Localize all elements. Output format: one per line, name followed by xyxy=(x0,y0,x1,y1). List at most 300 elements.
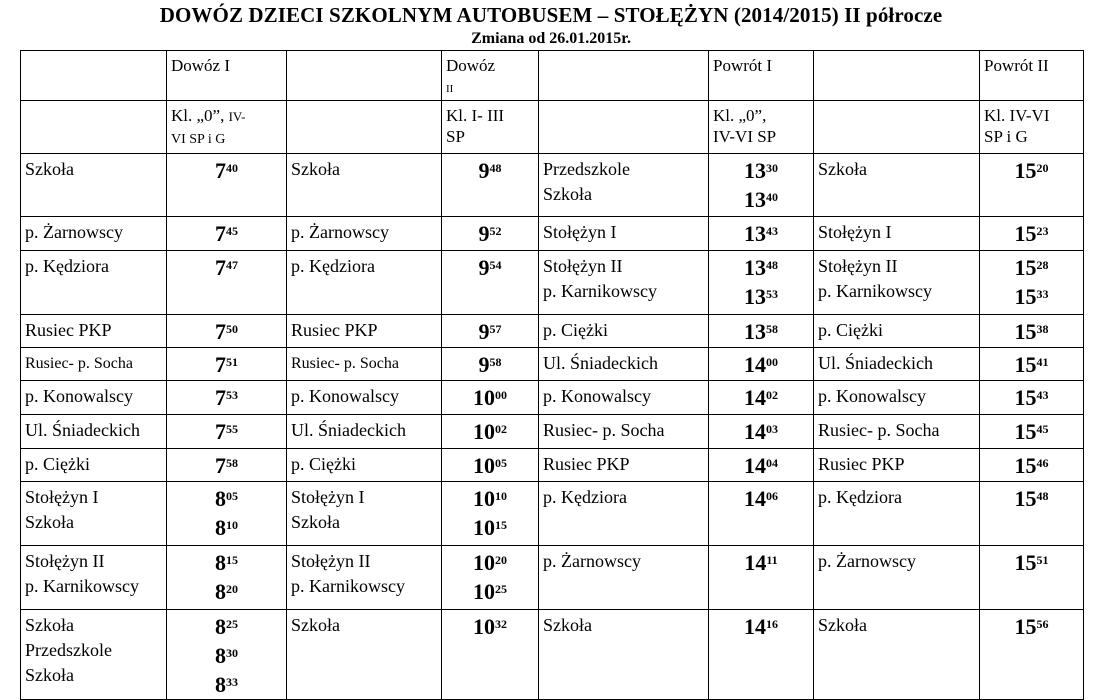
time-minute: 25 xyxy=(495,582,507,596)
time-cell xyxy=(442,381,539,415)
stop-name: p. Konowalscy xyxy=(543,386,651,406)
time-cell xyxy=(167,449,287,482)
stop-cell xyxy=(287,482,442,546)
time-hour: 8 xyxy=(215,550,226,575)
time-hour: 10 xyxy=(473,550,495,575)
time-hour: 10 xyxy=(473,486,495,511)
stop-name: p. Kędziora xyxy=(25,256,109,276)
time-value xyxy=(713,417,809,446)
time-cell xyxy=(167,415,287,449)
table-row xyxy=(21,610,1084,700)
time-value xyxy=(446,612,534,641)
time-value xyxy=(713,383,809,412)
stop-cell xyxy=(814,449,980,482)
header-empty-1 xyxy=(21,51,167,101)
time-hour: 14 xyxy=(744,419,766,444)
time-hour: 13 xyxy=(744,158,766,183)
stop-name: Stołężyn II xyxy=(25,551,105,571)
stop-name: Stołężyn I xyxy=(543,222,617,242)
time-hour: 8 xyxy=(215,579,226,604)
time-value xyxy=(984,484,1079,513)
time-value xyxy=(984,317,1079,346)
time-value xyxy=(713,451,809,480)
time-value xyxy=(446,219,534,248)
stop-cell xyxy=(539,415,709,449)
stop-name: Rusiec- p. Socha xyxy=(543,420,665,440)
stop-name: p. Kędziora xyxy=(291,256,375,276)
group-powrot-1 xyxy=(709,101,814,154)
stop-cell xyxy=(814,217,980,251)
stop-name: p. Karnikowscy xyxy=(291,576,405,596)
stop-name: Szkoła xyxy=(291,512,340,532)
stop-name: Rusiec PKP xyxy=(291,320,378,340)
time-minute: 10 xyxy=(226,518,238,532)
time-hour: 9 xyxy=(478,352,490,377)
time-hour: 9 xyxy=(478,319,490,344)
header-dowoz-2-label: Dowóz xyxy=(446,56,496,75)
time-value xyxy=(713,219,809,248)
time-hour: 10 xyxy=(473,614,495,639)
time-minute: 46 xyxy=(1036,456,1049,470)
time-value xyxy=(446,417,534,446)
stop-cell xyxy=(814,154,980,217)
stop-cell xyxy=(287,348,442,381)
time-cell xyxy=(442,610,539,700)
group-row xyxy=(21,101,1084,154)
stop-cell xyxy=(814,415,980,449)
group-powrot-1-line-1: Kl. „0”, xyxy=(713,106,767,125)
time-value xyxy=(446,451,534,480)
time-value xyxy=(171,513,282,542)
group-dowoz-2 xyxy=(442,101,539,154)
time-value xyxy=(446,350,534,379)
time-value xyxy=(984,383,1079,412)
time-value xyxy=(713,282,809,311)
time-minute: 57 xyxy=(489,322,502,336)
table-row xyxy=(21,217,1084,251)
time-value xyxy=(171,548,282,577)
time-hour: 13 xyxy=(744,284,766,309)
table-row xyxy=(21,482,1084,546)
group-powrot-2-line-2: SP i G xyxy=(984,127,1028,146)
time-value xyxy=(171,612,282,641)
time-cell xyxy=(709,546,814,610)
time-value xyxy=(446,577,534,606)
time-cell xyxy=(709,315,814,348)
time-cell xyxy=(167,154,287,217)
time-value xyxy=(984,253,1079,282)
stop-cell xyxy=(21,610,167,700)
time-hour: 8 xyxy=(215,672,226,697)
time-hour: 15 xyxy=(1014,221,1037,246)
stop-cell xyxy=(21,482,167,546)
header-dowoz-2 xyxy=(442,51,539,101)
time-hour: 9 xyxy=(478,158,490,183)
time-cell xyxy=(980,315,1084,348)
stop-name: Stołężyn I xyxy=(25,487,99,507)
time-hour: 13 xyxy=(744,319,766,344)
time-value xyxy=(171,417,282,446)
time-cell xyxy=(442,449,539,482)
time-minute: 55 xyxy=(226,422,238,436)
time-value xyxy=(171,253,282,282)
time-hour: 15 xyxy=(1014,419,1037,444)
stop-name: Rusiec- p. Socha xyxy=(291,355,399,372)
table-row xyxy=(21,154,1084,217)
stop-name: Szkoła xyxy=(818,615,867,635)
time-minute: 02 xyxy=(495,422,507,436)
stop-name: p. Karnikowscy xyxy=(25,576,139,596)
time-minute: 11 xyxy=(766,553,778,567)
time-minute: 33 xyxy=(1036,287,1049,301)
stop-cell xyxy=(539,251,709,315)
time-cell xyxy=(980,217,1084,251)
time-cell xyxy=(167,315,287,348)
time-hour: 8 xyxy=(215,486,226,511)
stop-name: Szkoła xyxy=(25,159,74,179)
header-dowoz-2-sub: II xyxy=(446,83,454,95)
time-minute: 15 xyxy=(495,518,507,532)
group-empty-1 xyxy=(21,101,167,154)
time-minute: 48 xyxy=(766,258,778,272)
time-minute: 40 xyxy=(226,161,238,175)
stop-cell xyxy=(287,546,442,610)
time-value xyxy=(446,484,534,513)
stop-name: Szkoła xyxy=(543,184,592,204)
time-minute: 58 xyxy=(226,456,238,470)
time-cell xyxy=(442,251,539,315)
group-dowoz-1-line-1: Kl. „0”, xyxy=(171,106,225,125)
time-hour: 7 xyxy=(215,385,226,410)
time-value xyxy=(446,383,534,412)
time-value xyxy=(984,417,1079,446)
time-minute: 48 xyxy=(489,161,502,175)
time-value xyxy=(446,253,534,282)
group-dowoz-2-line-1: Kl. I- III xyxy=(446,106,505,125)
time-hour: 15 xyxy=(1014,352,1037,377)
time-minute: 05 xyxy=(226,489,238,503)
stop-cell xyxy=(21,251,167,315)
time-value xyxy=(984,451,1079,480)
stop-cell xyxy=(539,381,709,415)
time-value xyxy=(713,317,809,346)
stop-cell xyxy=(21,546,167,610)
time-value xyxy=(446,548,534,577)
stop-name: p. Kędziora xyxy=(543,487,627,507)
group-empty-4 xyxy=(814,101,980,154)
table-row xyxy=(21,546,1084,610)
table-row xyxy=(21,449,1084,482)
time-hour: 7 xyxy=(215,255,226,280)
time-value xyxy=(984,282,1079,311)
stop-cell xyxy=(287,154,442,217)
time-minute: 51 xyxy=(1036,553,1049,567)
time-minute: 30 xyxy=(766,161,778,175)
stop-cell xyxy=(21,217,167,251)
time-value xyxy=(984,156,1079,185)
schedule-rows xyxy=(21,154,1084,700)
time-minute: 28 xyxy=(1036,258,1049,272)
stop-name: p. Ciężki xyxy=(291,454,356,474)
time-cell xyxy=(980,610,1084,700)
stop-name: p. Karnikowscy xyxy=(543,281,657,301)
time-minute: 20 xyxy=(226,582,238,596)
time-cell xyxy=(980,415,1084,449)
time-hour: 10 xyxy=(473,579,495,604)
group-dowoz-2-line-2: SP xyxy=(446,127,465,146)
time-cell xyxy=(442,315,539,348)
time-cell xyxy=(980,449,1084,482)
group-dowoz-1-line-3: VI SP i G xyxy=(171,132,226,147)
time-minute: 10 xyxy=(495,489,507,503)
stop-name: Szkoła xyxy=(25,615,74,635)
time-minute: 06 xyxy=(766,489,778,503)
time-hour: 10 xyxy=(473,385,495,410)
stop-name: p. Karnikowscy xyxy=(818,281,932,301)
stop-name: Rusiec- p. Socha xyxy=(818,420,940,440)
time-minute: 16 xyxy=(766,617,778,631)
time-value xyxy=(171,383,282,412)
stop-cell xyxy=(539,154,709,217)
time-value xyxy=(171,641,282,670)
time-cell xyxy=(709,154,814,217)
stop-name: Rusiec PKP xyxy=(818,454,905,474)
stop-cell xyxy=(539,482,709,546)
stop-cell xyxy=(814,482,980,546)
time-value xyxy=(984,350,1079,379)
time-hour: 8 xyxy=(215,643,226,668)
time-minute: 41 xyxy=(1036,355,1049,369)
stop-name: Ul. Śniadeckich xyxy=(25,420,140,440)
time-hour: 10 xyxy=(473,515,495,540)
header-powrot-2: Powrót II xyxy=(980,51,1084,101)
table-row xyxy=(21,381,1084,415)
time-value xyxy=(446,156,534,185)
header-row xyxy=(21,51,1084,101)
stop-cell xyxy=(287,217,442,251)
stop-name: p. Ciężki xyxy=(25,454,90,474)
group-empty-3 xyxy=(539,101,709,154)
time-hour: 15 xyxy=(1014,614,1037,639)
time-value xyxy=(171,156,282,185)
time-cell xyxy=(167,482,287,546)
time-hour: 7 xyxy=(215,221,226,246)
stop-name: Ul. Śniadeckich xyxy=(291,420,406,440)
time-hour: 14 xyxy=(744,614,766,639)
stop-name: Stołężyn II xyxy=(818,256,898,276)
stop-cell xyxy=(21,381,167,415)
time-hour: 9 xyxy=(478,221,490,246)
table-row xyxy=(21,315,1084,348)
time-hour: 7 xyxy=(215,158,226,183)
time-minute: 47 xyxy=(226,258,238,272)
stop-cell xyxy=(539,610,709,700)
time-minute: 23 xyxy=(1036,224,1049,238)
time-cell xyxy=(980,482,1084,546)
time-minute: 20 xyxy=(1036,161,1049,175)
time-minute: 53 xyxy=(766,287,778,301)
stop-cell xyxy=(814,381,980,415)
stop-name: p. Konowalscy xyxy=(25,386,133,406)
time-minute: 15 xyxy=(226,553,238,567)
time-value xyxy=(171,577,282,606)
time-hour: 7 xyxy=(215,419,226,444)
time-minute: 32 xyxy=(495,617,507,631)
time-cell xyxy=(167,546,287,610)
time-cell xyxy=(167,217,287,251)
stop-cell xyxy=(539,217,709,251)
time-minute: 58 xyxy=(489,355,502,369)
stop-name: Stołężyn II xyxy=(291,551,371,571)
time-minute: 40 xyxy=(766,190,778,204)
time-cell xyxy=(442,415,539,449)
stop-name: Szkoła xyxy=(818,159,867,179)
stop-cell xyxy=(539,546,709,610)
table-row xyxy=(21,251,1084,315)
time-hour: 7 xyxy=(215,319,226,344)
time-minute: 38 xyxy=(1036,322,1049,336)
stop-name: Szkoła xyxy=(291,159,340,179)
time-minute: 25 xyxy=(226,617,238,631)
time-hour: 15 xyxy=(1014,319,1037,344)
time-value xyxy=(171,350,282,379)
stop-cell xyxy=(814,610,980,700)
time-value xyxy=(171,451,282,480)
time-minute: 04 xyxy=(766,456,778,470)
stop-cell xyxy=(539,348,709,381)
time-hour: 10 xyxy=(473,453,495,478)
time-hour: 14 xyxy=(744,550,767,575)
stop-cell xyxy=(539,315,709,348)
stop-cell xyxy=(21,348,167,381)
stop-name: Szkoła xyxy=(25,665,74,685)
document-title: DOWÓZ DZIECI SZKOLNYM AUTOBUSEM – STOŁĘŻYN (2014/2015) II półrocze xyxy=(159,3,943,27)
time-hour: 15 xyxy=(1014,284,1037,309)
time-hour: 7 xyxy=(215,453,226,478)
time-minute: 58 xyxy=(766,322,778,336)
time-hour: 13 xyxy=(744,221,766,246)
time-minute: 51 xyxy=(226,355,238,369)
stop-name: p. Żarnowscy xyxy=(818,551,916,571)
table-row xyxy=(21,415,1084,449)
stop-name: Szkoła xyxy=(291,615,340,635)
time-cell xyxy=(709,610,814,700)
time-value xyxy=(984,219,1079,248)
time-hour: 15 xyxy=(1014,550,1037,575)
header-empty-2 xyxy=(287,51,442,101)
time-cell xyxy=(980,381,1084,415)
time-value xyxy=(713,156,809,185)
time-minute: 52 xyxy=(489,224,502,238)
time-hour: 15 xyxy=(1014,255,1037,280)
time-value xyxy=(171,670,282,699)
time-value xyxy=(713,185,809,214)
stop-name: Rusiec PKP xyxy=(25,320,112,340)
stop-name: Stołężyn II xyxy=(543,256,623,276)
time-value xyxy=(984,548,1079,577)
time-cell xyxy=(709,217,814,251)
time-cell xyxy=(442,348,539,381)
stop-cell xyxy=(21,449,167,482)
time-minute: 03 xyxy=(766,422,778,436)
time-hour: 13 xyxy=(744,187,766,212)
time-hour: 15 xyxy=(1014,158,1037,183)
time-cell xyxy=(167,348,287,381)
stop-name: p. Konowalscy xyxy=(291,386,399,406)
time-minute: 53 xyxy=(226,388,238,402)
time-cell xyxy=(442,154,539,217)
document-subtitle: Zmiana od 26.01.2015r. xyxy=(471,30,631,47)
time-value xyxy=(713,484,809,513)
time-minute: 05 xyxy=(495,456,507,470)
stop-cell xyxy=(21,415,167,449)
time-hour: 14 xyxy=(744,385,766,410)
time-minute: 45 xyxy=(1036,422,1049,436)
stop-cell xyxy=(539,449,709,482)
time-cell xyxy=(709,381,814,415)
time-minute: 43 xyxy=(766,224,778,238)
stop-name: p. Żarnowscy xyxy=(543,551,641,571)
time-value xyxy=(446,317,534,346)
time-minute: 54 xyxy=(489,258,502,272)
time-hour: 10 xyxy=(473,419,495,444)
time-cell xyxy=(709,415,814,449)
time-value xyxy=(713,612,809,641)
stop-name: p. Żarnowscy xyxy=(25,222,123,242)
time-hour: 15 xyxy=(1014,453,1037,478)
time-cell xyxy=(167,381,287,415)
table-row xyxy=(21,348,1084,381)
stop-name: Przedszkole xyxy=(25,640,112,660)
header-empty-4 xyxy=(814,51,980,101)
time-hour: 13 xyxy=(744,255,766,280)
time-value xyxy=(984,612,1079,641)
time-minute: 50 xyxy=(226,322,238,336)
group-powrot-2-line-1: Kl. IV-VI xyxy=(984,106,1050,125)
time-minute: 02 xyxy=(766,388,778,402)
time-hour: 14 xyxy=(744,453,766,478)
schedule-table xyxy=(20,50,1084,700)
time-cell xyxy=(709,482,814,546)
time-cell xyxy=(980,154,1084,217)
time-minute: 30 xyxy=(226,646,238,660)
time-value xyxy=(713,350,809,379)
stop-name: p. Konowalscy xyxy=(818,386,926,406)
group-powrot-1-line-2: IV-VI SP xyxy=(713,127,777,146)
time-value xyxy=(171,484,282,513)
time-cell xyxy=(980,348,1084,381)
stop-name: Rusiec- p. Socha xyxy=(25,355,133,372)
group-dowoz-1 xyxy=(167,101,287,154)
group-empty-2 xyxy=(287,101,442,154)
stop-cell xyxy=(287,251,442,315)
time-minute: 45 xyxy=(226,224,238,238)
stop-cell xyxy=(287,415,442,449)
time-minute: 43 xyxy=(1036,388,1049,402)
stop-name: Ul. Śniadeckich xyxy=(543,353,658,373)
stop-name: Stołężyn I xyxy=(291,487,365,507)
stop-cell xyxy=(287,381,442,415)
time-cell xyxy=(980,251,1084,315)
time-value xyxy=(171,219,282,248)
stop-cell xyxy=(287,315,442,348)
stop-cell xyxy=(21,154,167,217)
time-hour: 9 xyxy=(478,255,490,280)
time-hour: 15 xyxy=(1014,385,1037,410)
stop-name: Szkoła xyxy=(25,512,74,532)
stop-name: Ul. Śniadeckich xyxy=(818,353,933,373)
stop-name: p. Ciężki xyxy=(543,320,608,340)
